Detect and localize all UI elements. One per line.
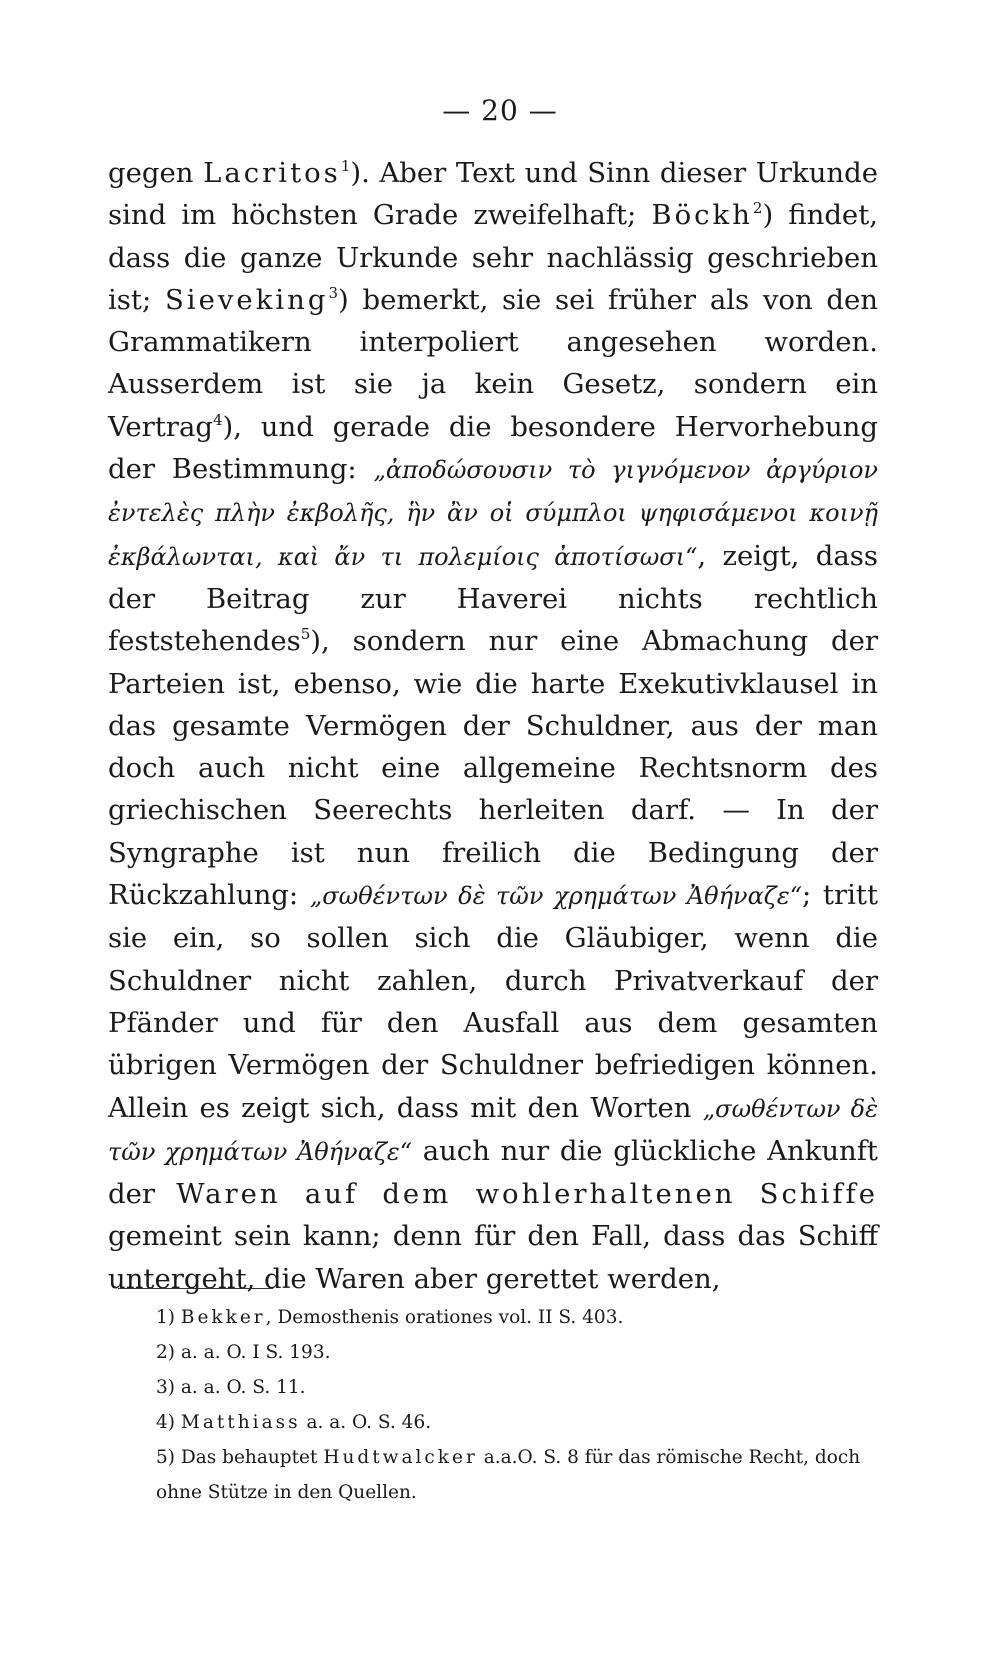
footnote-ref-1: 1 [340,157,351,175]
text-run: , zeigt, dass der Beitrag zur Haverei nichts rechtlich feststehendes [108,539,878,658]
footnote-5 [118,1440,878,1510]
text-run: gemeint sein kann; denn für den Fall, dass das Schiff untergeht, die Waren aber gerettet werden, [108,1220,878,1295]
text-run: ), sondern nur eine Abmachung der Parteien ist, ebenso, wie die harte Exekutivklausel in das gesamte Vermögen der Schuldner, aus der man doch auch nicht eine allgemeine Rechtsnorm des griechischen Seerechts herleiten darf. — In der Syngraphe ist nun freilich die Bedingung der Rückzahlung: [108,625,878,912]
footnote-2 [118,1335,878,1370]
footnote-text: Das behauptet [180,1447,324,1468]
footnote-number: 4) [156,1412,175,1433]
footnote-text: a. a. O. S. 11. [180,1377,306,1398]
footnote-1 [118,1300,878,1335]
text-run: ; tritt sie ein, so sollen sich die Gläubiger, wenn die Schuldner nicht zahlen, durch Privatverkauf der Pfänder und für den Ausfall aus dem gesamten übrigen Vermögen der Schuldner befriedigen können. Allein es zeigt sich, dass mit den Worten [108,879,878,1124]
text-run: ) bemerkt, sie sei früher als von den Grammatikern interpoliert angesehen worden. Ausserdem ist sie ja kein Gesetz, sondern ein Vertrag [108,283,878,443]
footnote-4 [118,1405,878,1440]
author-name-hudtwalcker: Hudtwalcker [323,1447,478,1468]
footnote-text: a. a. O. I S. 193. [180,1342,331,1363]
footnote-ref-5: 5 [300,625,311,644]
author-name-sieveking: Sieveking [164,283,329,316]
footnotes [118,1300,878,1510]
author-name-lacritos: Lacritos [203,157,341,189]
author-name-boeckh: Böckh [651,199,753,232]
emphasized-phrase: Waren auf dem wohlerhaltenen Schiffe [176,1178,879,1211]
main-text [108,152,878,1300]
footnote-text: , Demosthenis orationes vol. II S. 403. [265,1307,624,1328]
text-run: ), und gerade die besondere Hervorhebung der Bestimmung: [108,410,878,486]
footnote-ref-3: 3 [328,283,339,302]
footnote-ref-2: 2 [752,199,763,218]
footnote-number: 3) [156,1377,175,1398]
author-name-matthiass: Matthiass [180,1412,301,1433]
text-run: ). Aber Text und Sinn dieser Urkunde sind im höchsten Grade zweifelhaft; [108,157,878,232]
footnote-number: 2) [156,1342,175,1363]
greek-quote: „ἀποδώσουσιν τὸ γιγνόμενον ἀργύριον ἐντελὲς πλὴν ἐκβολῆς, ἣν ἂν οἱ σύμπλοι ψηφισάμενοι κοινῇ ἐκβάλωνται, καὶ ἄν τι πολεμίοις ἀποτίσωσι“ [108,456,878,571]
text-run: ) findet, dass die ganze Urkunde sehr nachlässig geschrieben ist; [108,199,878,316]
footnote-number: 1) [156,1307,175,1328]
greek-quote: „σωθέντων δὲ τῶν χρημάτων Ἀθήναζε“ [309,882,802,911]
text-run: gegen [108,157,204,189]
main-paragraph [108,152,878,1300]
footnote-3 [118,1370,878,1405]
text-run: auch nur die glückliche Ankunft der [108,1134,878,1211]
footnote-text: a.a.O. S. 8 für das römische Recht, doch ohne Stütze in den Quellen. [156,1447,861,1503]
footnote-ref-4: 4 [212,410,223,429]
footnote-divider [118,1288,273,1289]
footnote-text: a. a. O. S. 46. [300,1412,432,1433]
page-number: — 20 — [442,94,558,127]
footnote-number: 5) [156,1447,175,1468]
author-name-bekker: Bekker [180,1307,266,1328]
greek-quote: „σωθέντων δὲ τῶν χρημάτων Ἀθήναζε“ [108,1094,878,1166]
